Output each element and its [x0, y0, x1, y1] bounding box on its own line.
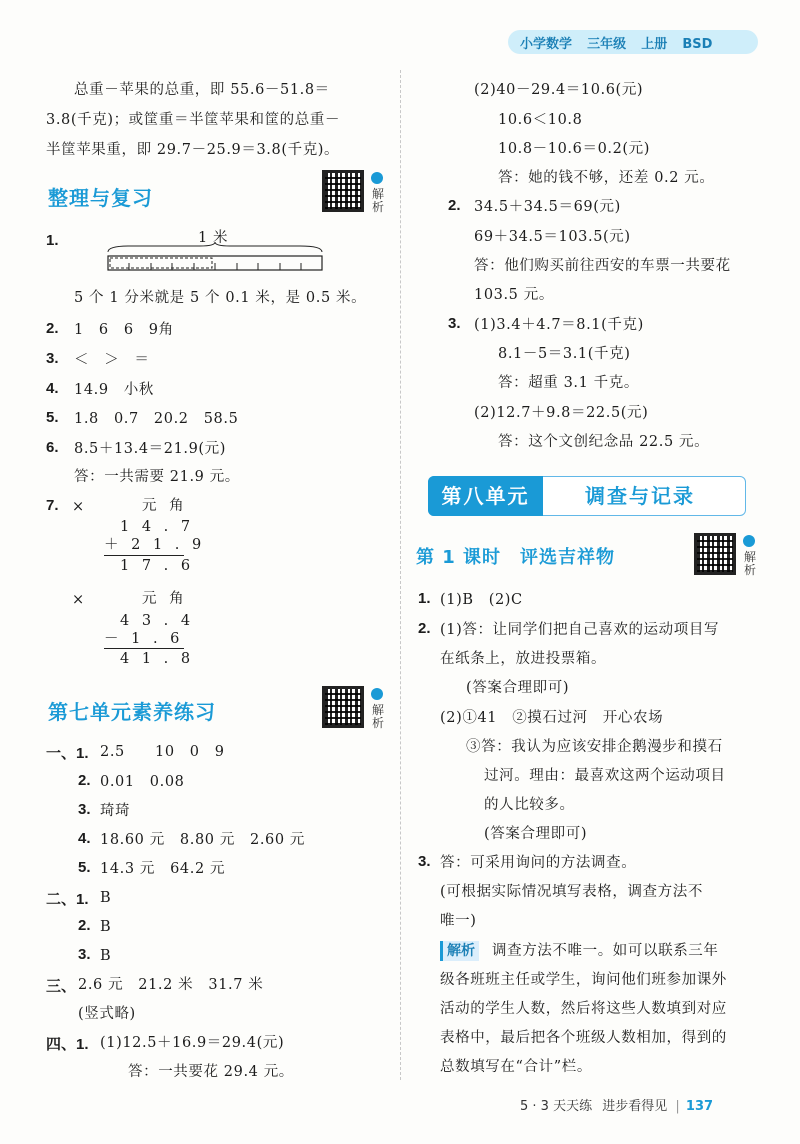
iv-answer: (1)12.5＋16.9＝29.4(元) [100, 1035, 285, 1051]
i2-answer: 0.01 0.08 [100, 774, 185, 790]
q5-number: 5. [46, 409, 59, 426]
i1-number: 一、1. [46, 745, 89, 762]
ii2-answer: B [100, 919, 112, 935]
r-q3-line-1: (1)3.4＋4.7＝8.1(千克) [474, 317, 644, 333]
iv-reply: 答：一共要花 29.4 元。 [128, 1064, 294, 1080]
iii-number: 三、 [46, 978, 77, 995]
left-top-line-1: 总重－苹果的总重，即 55.6－51.8＝ [74, 82, 330, 98]
footer-brand: 5 · 3 天天练 [520, 1099, 593, 1114]
q6-answer: 8.5＋13.4＝21.9(元) [74, 441, 227, 457]
q2-number: 2. [46, 320, 59, 337]
ii1-answer: B [100, 890, 112, 906]
i4-answer: 18.60 元 8.80 元 2.60 元 [100, 832, 306, 848]
footer-slogan: 进步看得见 [602, 1099, 668, 1114]
i2-number: 2. [78, 772, 91, 789]
r-q2-line-2: 69＋34.5＝103.5(元) [474, 229, 631, 245]
r-line-3: 10.8－10.6＝0.2(元) [498, 141, 651, 157]
qr-code[interactable] [322, 686, 364, 728]
calc1-row3: 1 7 . 6 [120, 558, 195, 574]
r-q3-line-5: 答：这个文创纪念品 22.5 元。 [498, 434, 710, 450]
i3-answer: 琦琦 [100, 803, 131, 819]
calc1-row1: 1 4 . 7 [120, 519, 195, 535]
l-q1-number: 1. [418, 590, 431, 607]
q4-answer: 14.9 小秋 [74, 382, 154, 398]
header-grade: 三年级 [587, 37, 627, 52]
l-q3-line-1: 答：可采用询问的方法调查。 [440, 855, 637, 871]
r-q2-number: 2. [448, 197, 461, 214]
r-q3-line-3: 答：超重 3.1 千克。 [498, 375, 639, 391]
analysis-line-5: 总数填写在“合计”栏。 [440, 1059, 592, 1075]
iii-answer: 2.6 元 21.2 米 31.7 米 [78, 977, 264, 993]
l-q2-line-4: ③答：我认为应该安排企鹅漫步和摸石 [466, 739, 723, 755]
r-line-2: 10.6＜10.8 [498, 112, 583, 128]
ii2-number: 2. [78, 917, 91, 934]
l-q2-line-3: (2)①41 ②摸石过河 开心农场 [440, 710, 664, 726]
q6-reply: 答：一共需要 21.9 元。 [74, 469, 240, 485]
l-q2-line-2: 在纸条上，放进投票箱。 [440, 651, 607, 667]
l-q3-number: 3. [418, 853, 431, 870]
q3-answer: ＜ ＞ ＝ [74, 352, 150, 368]
r-q2-line-1: 34.5＋34.5＝69(元) [474, 199, 621, 215]
page-footer [520, 1095, 713, 1114]
ii3-number: 3. [78, 946, 91, 963]
r-q3-number: 3. [448, 315, 461, 332]
left-top-line-3: 半筐苹果重，即 29.7－25.9＝3.8(千克)。 [46, 142, 340, 158]
meter-ruler-diagram [100, 242, 330, 278]
q1-text: 5 个 1 分米就是 5 个 0.1 米，是 0.5 米。 [74, 290, 367, 306]
i4-number: 4. [78, 830, 91, 847]
r-q3-line-4: (2)12.7＋9.8＝22.5(元) [474, 405, 649, 421]
ruler-label: 1 米 [198, 230, 229, 246]
section-title-unit7: 第七单元素养练习 [48, 700, 216, 724]
qr-label: 解析 [372, 187, 385, 214]
i5-answer: 14.3 元 64.2 元 [100, 861, 226, 877]
header-text [520, 33, 712, 52]
q5-answer: 1.8 0.7 20.2 58.5 [74, 411, 239, 427]
play-icon [743, 535, 755, 547]
analysis-line-3: 活动的学生人数，然后将这些人数填到对应 [440, 1001, 727, 1017]
unit-label: 第八单元 [428, 476, 543, 516]
i3-number: 3. [78, 801, 91, 818]
q4-number: 4. [46, 380, 59, 397]
calc1-row2: ＋ 2 1 . 9 [104, 537, 206, 553]
qr-code[interactable] [322, 170, 364, 212]
l-q2-note-2: (答案合理即可) [484, 826, 588, 842]
i5-number: 5. [78, 859, 91, 876]
ii3-answer: B [100, 948, 112, 964]
l-q2-number: 2. [418, 620, 431, 637]
q6-number: 6. [46, 439, 59, 456]
lesson-title: 第 1 课时 评选吉祥物 [416, 547, 616, 568]
page-number: 137 [685, 1099, 714, 1114]
r-line-4: 答：她的钱不够，还差 0.2 元。 [498, 170, 715, 186]
iii-note: (竖式略) [78, 1006, 136, 1022]
header-edition: BSD [682, 37, 713, 52]
analysis-line-4: 表格中，最后把各个班级人数相加，得到的 [440, 1030, 727, 1046]
calc2-head: 元 角 [142, 591, 188, 607]
play-icon [371, 688, 383, 700]
ii1-number: 二、1. [46, 891, 89, 908]
calc1-mark: × [72, 499, 85, 515]
l-q2-note-1: (答案合理即可) [466, 680, 570, 696]
r-q2-line-4: 103.5 元。 [474, 287, 554, 303]
q3-number: 3. [46, 350, 59, 367]
analysis-line-1: 调查方法不唯一。如可以联系三年 [492, 943, 719, 959]
header-volume: 上册 [641, 37, 668, 52]
l-q3-line-3: 唯一) [440, 913, 477, 929]
unit-title: 调查与记录 [585, 484, 695, 508]
header-subject: 小学数学 [520, 37, 573, 52]
q1-number: 1. [46, 232, 59, 249]
r-q2-line-3: 答：他们购买前往西安的车票一共要花 [474, 258, 731, 274]
l-q2-line-5: 过河。理由：最喜欢这两个运动项目 [484, 768, 726, 784]
play-icon [371, 172, 383, 184]
analysis-line-2: 级各班班主任或学生，询问他们班参加课外 [440, 972, 727, 988]
l-q3-line-2: (可根据实际情况填写表格，调查方法不 [440, 884, 703, 900]
calc2-row1: 4 3 . 4 [120, 613, 195, 629]
qr-label: 解析 [744, 550, 757, 577]
qr-code[interactable] [694, 533, 736, 575]
left-top-line-2: 3.8(千克)；或筐重＝半筐苹果和筐的总重－ [46, 112, 341, 128]
iv-number: 四、1. [46, 1036, 89, 1053]
r-line-1: (2)40－29.4＝10.6(元) [474, 82, 644, 98]
calc2-row3: 4 1 . 8 [120, 651, 195, 667]
calc2-mark: × [72, 592, 85, 608]
i1-answer: 2.5 10 0 9 [100, 744, 225, 760]
r-q3-line-2: 8.1－5＝3.1(千克) [498, 346, 631, 362]
q7-number: 7. [46, 497, 59, 514]
calc1-head: 元 角 [142, 498, 188, 514]
l-q2-line-1: (1)答：让同学们把自己喜欢的运动项目写 [440, 622, 720, 638]
qr-label: 解析 [372, 703, 385, 730]
calc2-row2: － 1 . 6 [104, 631, 184, 647]
calc1-line [104, 555, 184, 556]
footer-separator: | [675, 1099, 680, 1114]
l-q2-line-6: 的人比较多。 [484, 797, 575, 813]
calc2-line [104, 648, 184, 649]
section-title-review: 整理与复习 [48, 186, 153, 210]
q2-answer: 1 6 6 9角 [74, 322, 174, 338]
column-divider [400, 70, 401, 1080]
analysis-tag: 解析 [440, 941, 479, 961]
l-q1-answer: (1)B (2)C [440, 592, 523, 608]
